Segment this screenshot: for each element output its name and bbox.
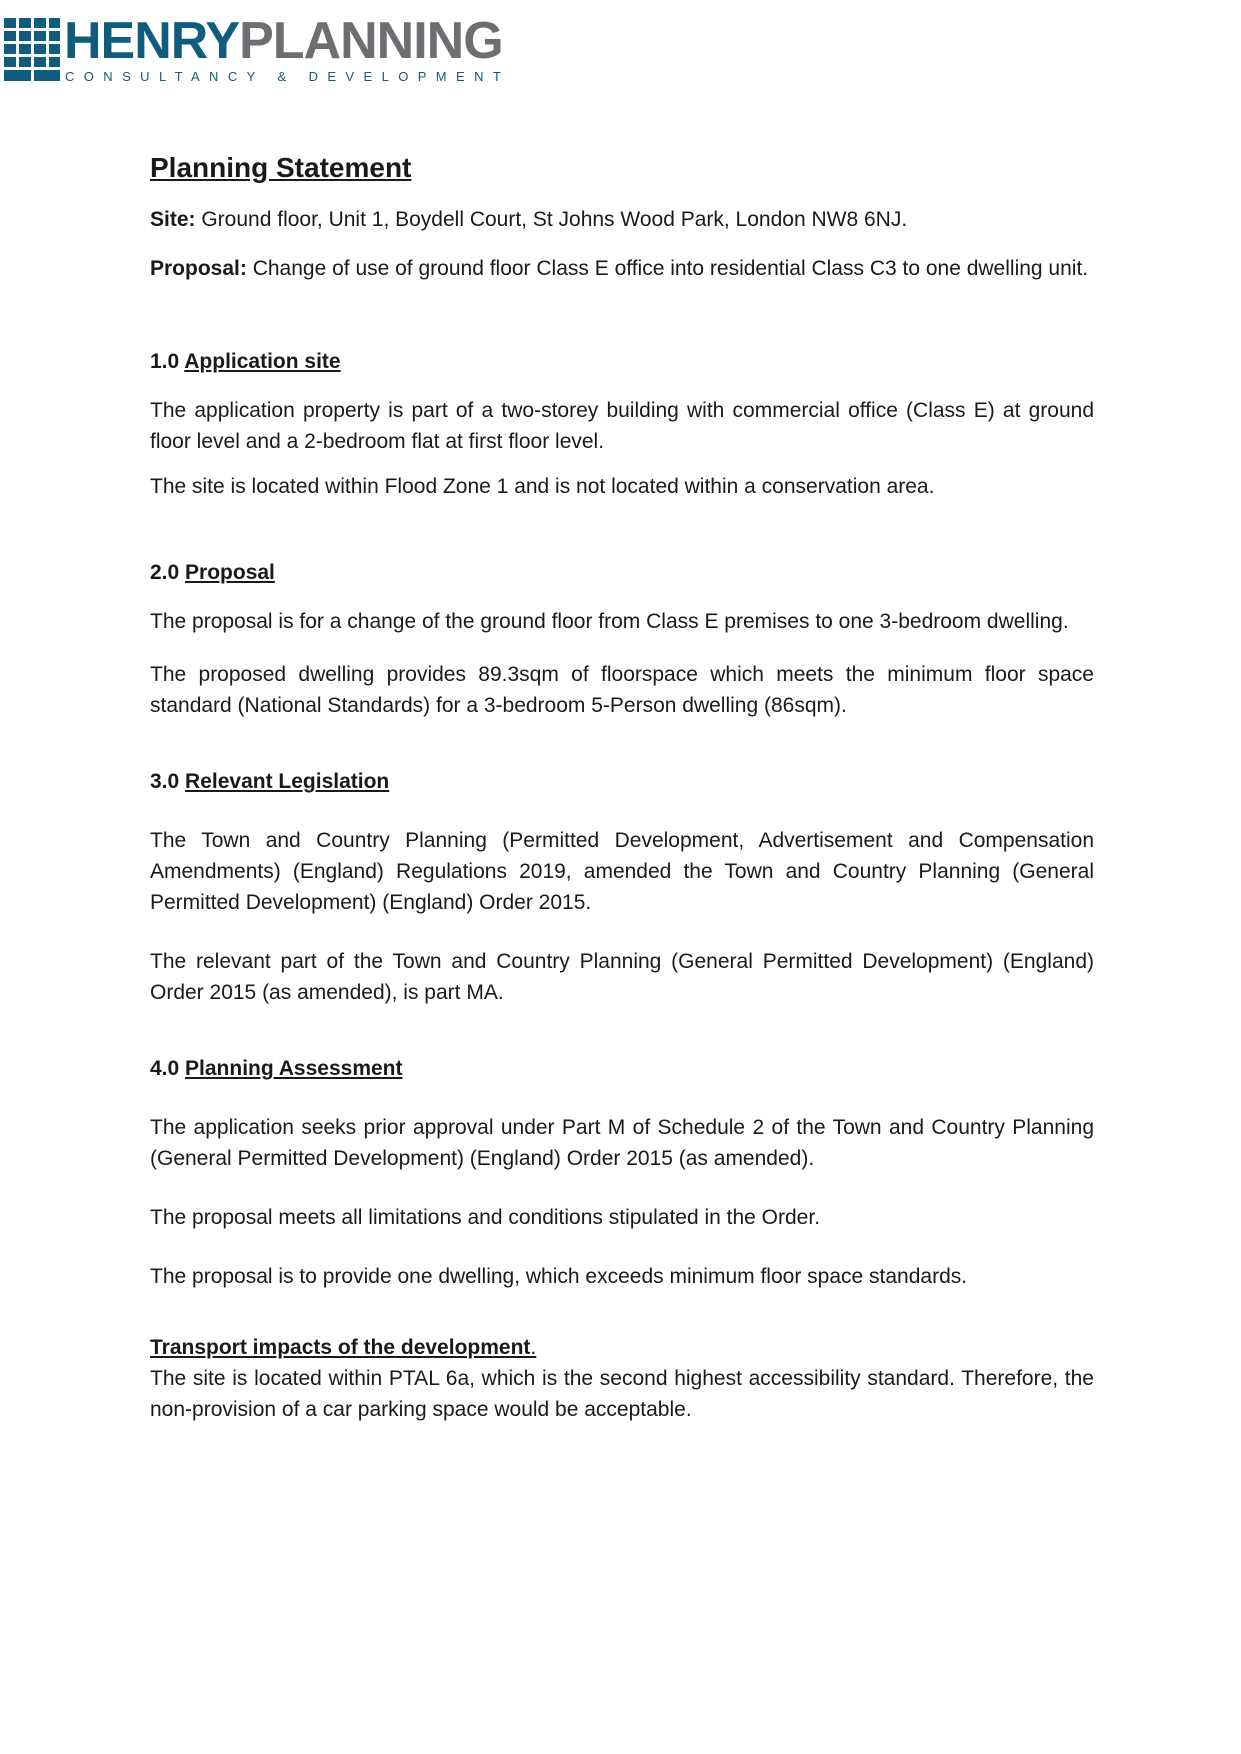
section-heading-planning-assessment	[150, 1053, 1094, 1084]
paragraph: The proposal is for a change of the ground floor from Class E premises to one 3-bedroom dwelling.	[150, 610, 1069, 633]
section-title: Application site	[184, 350, 341, 373]
paragraph: The application seeks prior approval under Part M of Schedule 2 of the Town and Country Planning (General Permitted Development) (England) Order 2015 (as amended).	[150, 1116, 1094, 1170]
logo-grid-icon	[4, 18, 60, 81]
paragraph: The proposed dwelling provides 89.3sqm of floorspace which meets the minimum floor space standard (National Standards) for a 3-bedroom 5-Person dwelling (86sqm).	[150, 663, 1094, 717]
section-title: Relevant Legislation	[185, 770, 390, 793]
transport-heading-text: Transport impacts of the development	[150, 1336, 531, 1359]
document-body	[150, 150, 1094, 1425]
section-title: Proposal	[185, 561, 275, 584]
paragraph: The proposal is to provide one dwelling, which exceeds minimum floor space standards.	[150, 1265, 968, 1288]
proposal-text: Change of use of ground floor Class E office into residential Class C3 to one dwelling unit.	[246, 257, 1089, 280]
logo-tagline: CONSULTANCY & DEVELOPMENT	[65, 69, 511, 84]
logo-brand-henry: HENRY	[64, 12, 240, 70]
document-title: Planning Statement	[150, 152, 412, 183]
transport-paragraph: The site is located within PTAL 6a, which is the second highest accessibility standard. Therefore, the non-provision of a car parking space would be acceptable.	[150, 1367, 1094, 1421]
paragraph: The relevant part of the Town and Country Planning (General Permitted Development) (England) Order 2015 (as amended), is part MA.	[150, 950, 1094, 1004]
section-number: 4.0	[150, 1057, 186, 1080]
site-line	[150, 204, 1094, 235]
transport-heading-suffix: .	[530, 1336, 537, 1359]
paragraph: The proposal meets all limitations and conditions stipulated in the Order.	[150, 1206, 821, 1229]
paragraph: The Town and Country Planning (Permitted Development, Advertisement and Compensation Amendments) (England) Regulations 2019, amended the Town and Country Planning (General Permitted Development) (England) Order 2015.	[150, 829, 1094, 914]
proposal-line	[150, 253, 1094, 284]
paragraph: The application property is part of a two-storey building with commercial office (Class E) at ground floor level and a 2-bedroom flat at first floor level.	[150, 399, 1094, 453]
section-number: 3.0	[150, 770, 186, 793]
logo-brand-planning: PLANNING	[239, 12, 503, 70]
section-number: 2.0	[150, 561, 186, 584]
transport-heading	[150, 1332, 1094, 1363]
section-heading-application-site	[150, 346, 1094, 377]
paragraph: The site is located within Flood Zone 1 and is not located within a conservation area.	[150, 475, 935, 498]
section-number: 1.0	[150, 350, 185, 373]
company-logo	[4, 12, 524, 88]
section-heading-relevant-legislation	[150, 766, 1094, 797]
logo-wordmark	[64, 12, 503, 70]
section-heading-proposal	[150, 557, 1094, 588]
proposal-label: Proposal:	[150, 257, 247, 280]
section-title: Planning Assessment	[185, 1057, 403, 1080]
site-label: Site:	[150, 208, 196, 231]
site-text: Ground floor, Unit 1, Boydell Court, St Johns Wood Park, London NW8 6NJ.	[195, 208, 908, 231]
